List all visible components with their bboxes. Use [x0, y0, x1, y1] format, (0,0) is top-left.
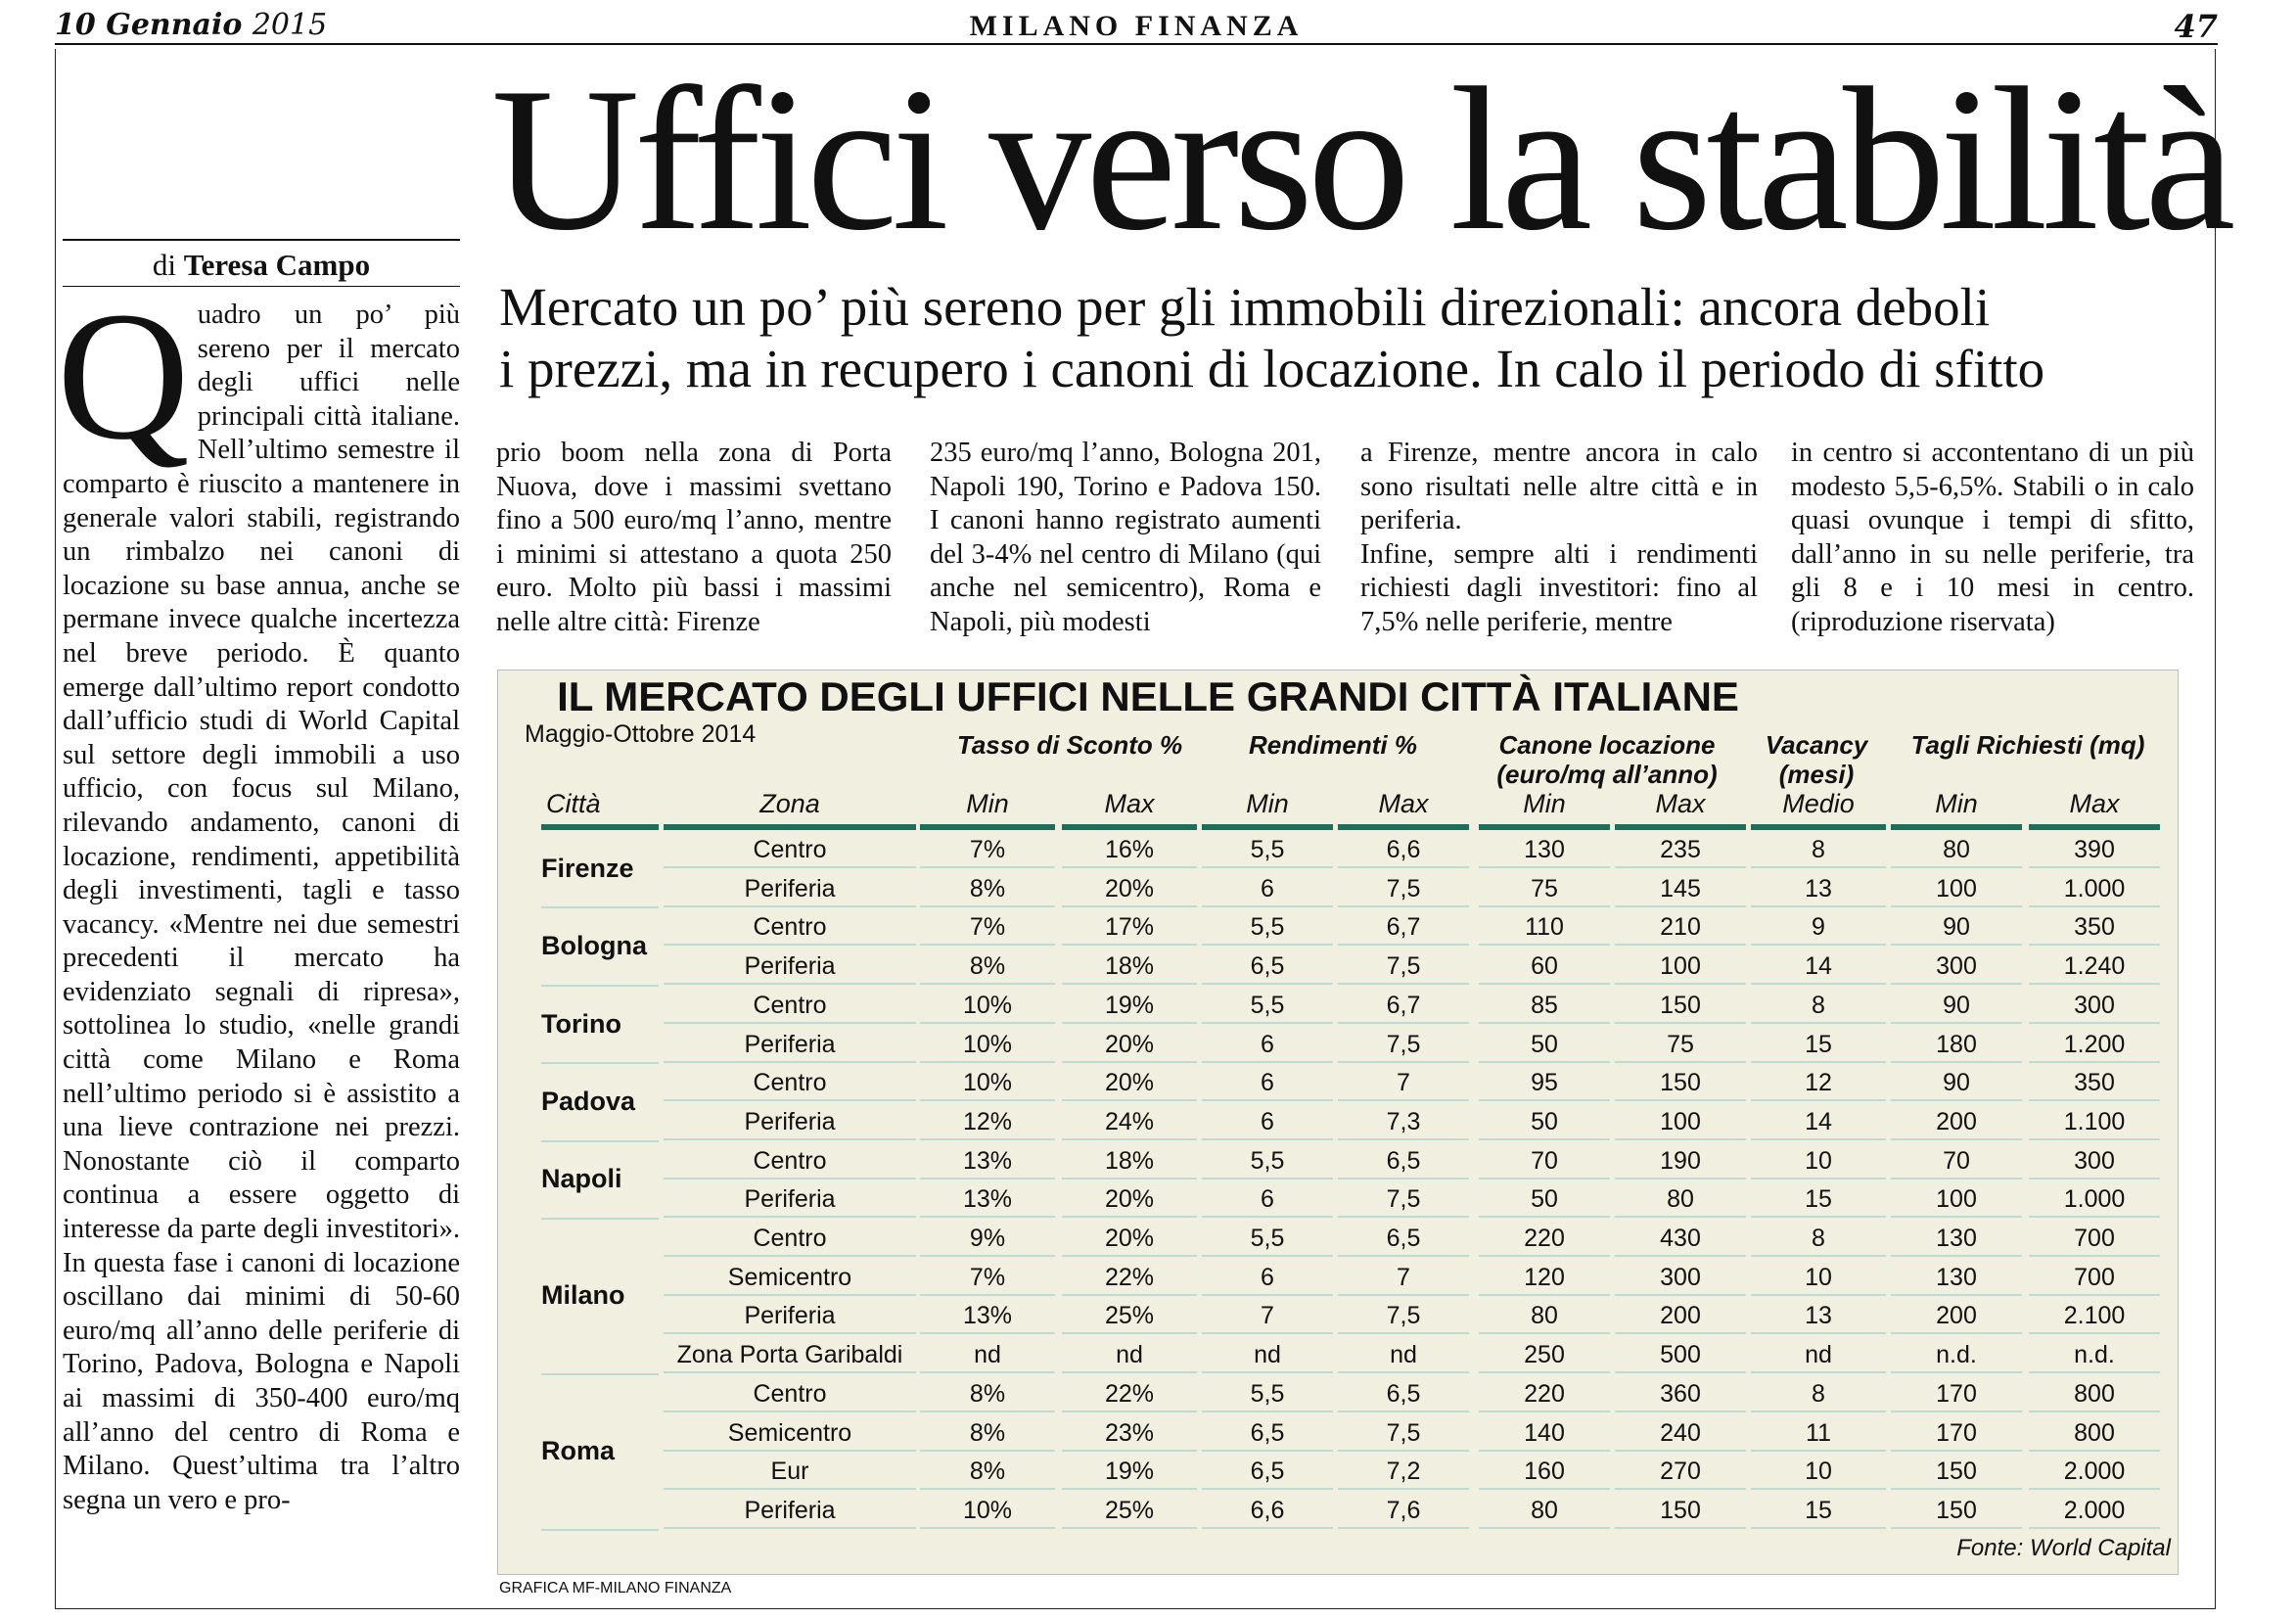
table-cell: 20%: [1062, 870, 1197, 907]
table-cell: nd: [1062, 1336, 1197, 1373]
table-cell: 200: [1891, 1103, 2022, 1140]
table-cell: 300: [2029, 1142, 2160, 1180]
article-column-4-text: a Firenze, mentre ancora in calo sono risultati nelle altre città e in periferia.: [1360, 438, 1758, 536]
table-cell: 180: [1891, 1026, 2022, 1063]
table-cell: 170: [1891, 1414, 2022, 1452]
table-cell-zone: Eur: [664, 1453, 916, 1490]
table-cell-zone: Periferia: [664, 1026, 916, 1063]
table-cell: 6: [1202, 1259, 1333, 1296]
table-cell: 8%: [920, 1375, 1055, 1412]
subheadline: [499, 276, 2212, 399]
table-cell: n.d.: [2029, 1336, 2160, 1373]
table-cell: n.d.: [1891, 1336, 2022, 1373]
table-cell: 15: [1751, 1180, 1886, 1218]
table-cell: 6,6: [1202, 1492, 1333, 1529]
table-cell: 13%: [920, 1180, 1055, 1218]
table-cell: 8: [1751, 987, 1886, 1024]
table-cell: 25%: [1062, 1297, 1197, 1334]
header-canone: Canone locazione (euro/mq all’anno): [1496, 730, 1718, 789]
table-city-label: Torino: [541, 1008, 621, 1039]
table-cell: 6: [1202, 870, 1333, 907]
table-cell: 10: [1751, 1142, 1886, 1180]
table-cell: 200: [1615, 1297, 1746, 1334]
table-cell: 10%: [920, 1492, 1055, 1529]
table-cell: 250: [1479, 1336, 1610, 1373]
table-cell-zone: Zona Porta Garibaldi: [664, 1336, 916, 1373]
table-source: Fonte: World Capital: [1956, 1535, 2171, 1561]
table-cell: 160: [1479, 1453, 1610, 1490]
table-cell: 700: [2029, 1259, 2160, 1296]
table-cell: 13%: [920, 1142, 1055, 1180]
table-cell: 110: [1479, 908, 1610, 946]
table-cell: 1.200: [2029, 1026, 2160, 1063]
table-cell: 145: [1615, 870, 1746, 907]
article-column-4-text-2: Infine, sempre alti i rendimenti richiesti dagli investitori: fino al 7,5% nelle periferie, mentre: [1360, 538, 1758, 637]
table-cell: 390: [2029, 831, 2160, 868]
city-divider: [541, 1529, 659, 1531]
table-cell: 75: [1479, 870, 1610, 907]
table-cell: 85: [1479, 987, 1610, 1024]
table-cell: 23%: [1062, 1414, 1197, 1452]
table-cell: 10%: [920, 987, 1055, 1024]
table-subheader: Min: [1246, 789, 1289, 818]
table-cell: 7,5: [1338, 1414, 1469, 1452]
table-cell: 6,7: [1338, 908, 1469, 946]
table-cell: 90: [1891, 1064, 2022, 1101]
table-cell-zone: Centro: [664, 1375, 916, 1412]
table-cell: 220: [1479, 1220, 1610, 1257]
table-city-label: Milano: [541, 1280, 625, 1311]
table-cell: 6: [1202, 1180, 1333, 1218]
graphic-credit: GRAFICA MF-MILANO FINANZA: [499, 1580, 732, 1597]
header-bar: [2029, 824, 2160, 830]
header-tagli: Tagli Richiesti (mq): [1910, 730, 2145, 760]
headline: Uffici verso la stabilità: [491, 46, 2230, 273]
table-cell: 7,5: [1338, 870, 1469, 907]
table-subheader: Max: [1104, 789, 1155, 818]
table-cell: 22%: [1062, 1259, 1197, 1296]
table-cell: 75: [1615, 1026, 1746, 1063]
article-column-1: [57, 273, 460, 1620]
table-cell: 8%: [920, 870, 1055, 907]
table-cell: 1.000: [2029, 1180, 2160, 1218]
table-cell: 16%: [1062, 831, 1197, 868]
table-city-label: Firenze: [541, 853, 634, 883]
table-cell: 6,5: [1338, 1375, 1469, 1412]
table-cell: 80: [1891, 831, 2022, 868]
table-city-label: Napoli: [541, 1164, 622, 1194]
table-cell: 8%: [920, 948, 1055, 985]
table-cell: 220: [1479, 1375, 1610, 1412]
header-rendimenti: Rendimenti %: [1249, 730, 1417, 760]
byline-rule-top: [63, 239, 460, 241]
city-divider: [541, 1062, 659, 1064]
table-cell: 100: [1891, 1180, 2022, 1218]
table-cell: 60: [1479, 948, 1610, 985]
table-cell: nd: [1751, 1336, 1886, 1373]
article-paragraph-2: In questa fase i canoni di locazione oscillano dai minimi di 50-60 euro/mq all’anno delle periferie di Torino, Padova, Bologna e Napoli ai massimi di 350-400 euro/mq all’anno del centro di Roma e Milano. Quest’ultima tra l’altro segna un vero e pro-: [63, 1247, 460, 1515]
table-cell: 12: [1751, 1064, 1886, 1101]
header-bar: [1202, 824, 1333, 830]
table-cell: 80: [1479, 1297, 1610, 1334]
table-cell: 1.000: [2029, 870, 2160, 907]
table-cell: 19%: [1062, 1453, 1197, 1490]
byline-author: Teresa Campo: [183, 248, 371, 282]
table-cell: 7,5: [1338, 1180, 1469, 1218]
table-cell: 9%: [920, 1220, 1055, 1257]
table-period: Maggio-Ottobre 2014: [525, 720, 757, 748]
table-cell: 18%: [1062, 948, 1197, 985]
page-number: 47: [2174, 8, 2218, 45]
table-cell: 2.000: [2029, 1492, 2160, 1529]
table-cell-zone: Periferia: [664, 1180, 916, 1218]
table-cell: 800: [2029, 1375, 2160, 1412]
table-cell: 5,5: [1202, 831, 1333, 868]
table-cell: 7: [1202, 1297, 1333, 1334]
subheadline-line-1: Mercato un po’ più sereno per gli immobili direzionali: ancora deboli: [499, 277, 1991, 337]
table-cell: 100: [1891, 870, 2022, 907]
table-cell: 500: [1615, 1336, 1746, 1373]
article-column-3: [930, 437, 1321, 642]
article-paragraph-1: uadro un po’ più sereno per il mercato degli uffici nelle principali città italiane. Nell’ultimo semestre il comparto è riuscito a mantenere in generale valori stabili, registrando un rimbalzo nei canoni di locazione su base annua, anche se permane invece qualche incertezza nel breve periodo. È quanto emerge dall’ultimo report condotto dall’ufficio studi di World Capital sul settore degli immobili a uso ufficio, con focus sul Milano, rilevando andamento, canoni di locazione, rendimenti, appetibilità degli investimenti, tagli e tasso vacancy. «Mentre nei due semestri precedenti il mercato ha evidenziato segnali di ripresa», sottolinea lo studio, «nelle grandi città come Milano e Roma nell’ultimo periodo si è assistito a una lieve contrazione nei prezzi. Nonostante ciò il comparto continua a essere oggetto di interesse da parte degli investitori».: [63, 300, 460, 1245]
byline-prefix: di: [152, 248, 177, 282]
table-cell: 6,5: [1202, 948, 1333, 985]
table-cell: 8: [1751, 831, 1886, 868]
table-cell: 70: [1479, 1142, 1610, 1180]
table-cell: 150: [1615, 1492, 1746, 1529]
table-cell: 20%: [1062, 1026, 1197, 1063]
table-cell: 7,5: [1338, 1297, 1469, 1334]
issue-date-year: 2015: [252, 8, 328, 42]
article-column-5: [1791, 437, 2194, 642]
table-cell: 7,2: [1338, 1453, 1469, 1490]
table-cell: 170: [1891, 1375, 2022, 1412]
table-cell: 10: [1751, 1259, 1886, 1296]
table-cell: 80: [1615, 1180, 1746, 1218]
table-cell: 6,5: [1202, 1453, 1333, 1490]
table-cell: 6,7: [1338, 987, 1469, 1024]
table-cell: 10%: [920, 1064, 1055, 1101]
city-divider: [541, 1218, 659, 1220]
table-cell: 100: [1615, 948, 1746, 985]
table-subheader: Min: [966, 789, 1009, 818]
table-cell: 7%: [920, 908, 1055, 946]
header-tasso: Tasso di Sconto %: [956, 730, 1183, 760]
table-cell: 6,5: [1202, 1414, 1333, 1452]
article-column-4: [1360, 437, 1758, 642]
table-cell: 300: [2029, 987, 2160, 1024]
header-bar: [541, 824, 659, 830]
table-cell: 70: [1891, 1142, 2022, 1180]
table-cell: 15: [1751, 1026, 1886, 1063]
table-cell-zone: Centro: [664, 987, 916, 1024]
table-cell: 14: [1751, 1103, 1886, 1140]
table-cell: 130: [1891, 1259, 2022, 1296]
table-subheader: Zona: [759, 789, 820, 818]
table-cell: 430: [1615, 1220, 1746, 1257]
table-cell: 300: [1891, 948, 2022, 985]
table-cell: 50: [1479, 1180, 1610, 1218]
issue-date-day: 10 Gennaio: [55, 8, 243, 42]
table-cell: 95: [1479, 1064, 1610, 1101]
table-cell: 700: [2029, 1220, 2160, 1257]
table-cell: 17%: [1062, 908, 1197, 946]
article-column-3-text: 235 euro/mq l’anno, Bologna 201, Napoli 190, Torino e Padova 150. I canoni hanno registrato aumenti del 3-4% nel centro di Milano (qui anche nel semicentro), Roma e Napoli, più modesti: [930, 438, 1321, 637]
table-cell-zone: Periferia: [664, 1492, 916, 1529]
table-cell: 235: [1615, 831, 1746, 868]
table-subheader: Città: [546, 789, 601, 818]
table-cell: 15: [1751, 1492, 1886, 1529]
table-cell: 14: [1751, 948, 1886, 985]
table-cell: 7: [1338, 1064, 1469, 1101]
table-cell: 18%: [1062, 1142, 1197, 1180]
table-cell: 190: [1615, 1142, 1746, 1180]
table-cell-zone: Centro: [664, 1064, 916, 1101]
table-cell: 5,5: [1202, 1375, 1333, 1412]
table-cell: 90: [1891, 908, 2022, 946]
table-cell: 50: [1479, 1026, 1610, 1063]
table-cell: 7,5: [1338, 948, 1469, 985]
table-cell: 7,6: [1338, 1492, 1469, 1529]
header-bar: [1479, 824, 1610, 830]
table-cell: 6: [1202, 1026, 1333, 1063]
table-cell-zone: Centro: [664, 1142, 916, 1180]
table-subheader: Min: [1935, 789, 1978, 818]
newspaper-name: MILANO FINANZA: [969, 10, 1304, 42]
table-subheader: Max: [1378, 789, 1429, 818]
table-cell: 80: [1479, 1492, 1610, 1529]
table-cell: 1.240: [2029, 948, 2160, 985]
table-cell: 6: [1202, 1064, 1333, 1101]
table-cell: 300: [1615, 1259, 1746, 1296]
table-cell: 140: [1479, 1414, 1610, 1452]
table-cell: 2.000: [2029, 1453, 2160, 1490]
table-cell: 19%: [1062, 987, 1197, 1024]
table-cell: 8%: [920, 1453, 1055, 1490]
table-cell: 7,5: [1338, 1026, 1469, 1063]
header-bar: [1062, 824, 1197, 830]
table-subheader: Max: [1655, 789, 1706, 818]
table-cell: 130: [1479, 831, 1610, 868]
table-cell: 5,5: [1202, 1220, 1333, 1257]
table-cell-zone: Periferia: [664, 870, 916, 907]
header-bar: [1615, 824, 1746, 830]
table-cell: 20%: [1062, 1180, 1197, 1218]
table-cell: 350: [2029, 908, 2160, 946]
table-cell: 90: [1891, 987, 2022, 1024]
table-cell: 150: [1615, 1064, 1746, 1101]
city-divider: [541, 1140, 659, 1142]
table-cell: 130: [1891, 1220, 2022, 1257]
table-cell: 210: [1615, 908, 1746, 946]
table-cell: 6,5: [1338, 1142, 1469, 1180]
page-header: [55, 6, 2218, 45]
table-cell: 200: [1891, 1297, 2022, 1334]
table-cell: 13%: [920, 1297, 1055, 1334]
table-cell: 240: [1615, 1414, 1746, 1452]
table-cell: 50: [1479, 1103, 1610, 1140]
table-cell: 13: [1751, 1297, 1886, 1334]
table-cell: 25%: [1062, 1492, 1197, 1529]
table-cell: nd: [1202, 1336, 1333, 1373]
table-cell: nd: [920, 1336, 1055, 1373]
table-cell: nd: [1338, 1336, 1469, 1373]
table-cell-zone: Semicentro: [664, 1259, 916, 1296]
table-cell: 6: [1202, 1103, 1333, 1140]
table-cell: 7,3: [1338, 1103, 1469, 1140]
table-cell: 360: [1615, 1375, 1746, 1412]
header-bar: [920, 824, 1055, 830]
header-vacancy: Vacancy (mesi): [1765, 730, 1868, 789]
table-city-label: Roma: [541, 1436, 616, 1466]
table-cell-zone: Centro: [664, 908, 916, 946]
table-cell: 7: [1338, 1259, 1469, 1296]
table-cell: 22%: [1062, 1375, 1197, 1412]
header-bar: [1891, 824, 2022, 830]
table-cell: 100: [1615, 1103, 1746, 1140]
table-cell: 6,5: [1338, 1220, 1469, 1257]
table-cell: 9: [1751, 908, 1886, 946]
table-cell: 8: [1751, 1220, 1886, 1257]
header-bar: [664, 824, 916, 830]
table-subheader: Min: [1523, 789, 1566, 818]
table-cell: 13: [1751, 870, 1886, 907]
table-cell: 7%: [920, 1259, 1055, 1296]
table-cell: 5,5: [1202, 1142, 1333, 1180]
table-cell: 5,5: [1202, 908, 1333, 946]
table-cell: 10: [1751, 1453, 1886, 1490]
table-cell: 1.100: [2029, 1103, 2160, 1140]
table-cell: 6,6: [1338, 831, 1469, 868]
table-city-label: Bologna: [541, 931, 647, 961]
table-cell: 11: [1751, 1414, 1886, 1452]
table-cell: 150: [1891, 1492, 2022, 1529]
table-cell: 150: [1891, 1453, 2022, 1490]
table-cell-zone: Periferia: [664, 1103, 916, 1140]
header-bar: [1338, 824, 1469, 830]
city-divider: [541, 985, 659, 987]
table-cell: 270: [1615, 1453, 1746, 1490]
city-divider: [541, 1373, 659, 1375]
article-column-2: [496, 437, 892, 642]
table-subheader: Medio: [1782, 789, 1855, 818]
table-cell: 8%: [920, 1414, 1055, 1452]
table-subheader: Max: [2069, 789, 2120, 818]
subheadline-line-2: i prezzi, ma in recupero i canoni di locazione. In calo il periodo di sfitto: [499, 339, 2045, 398]
table-cell: 20%: [1062, 1220, 1197, 1257]
table-cell-zone: Centro: [664, 1220, 916, 1257]
table-cell: 2.100: [2029, 1297, 2160, 1334]
table-cell: 350: [2029, 1064, 2160, 1101]
table-cell: 10%: [920, 1026, 1055, 1063]
table-cell-zone: Periferia: [664, 948, 916, 985]
table-cell: 8: [1751, 1375, 1886, 1412]
table-cell: 120: [1479, 1259, 1610, 1296]
drop-cap: Q: [57, 273, 190, 478]
table-cell: 12%: [920, 1103, 1055, 1140]
article-column-5-text: in centro si accontentano di un più modesto 5,5-6,5%. Stabili o in calo quasi ovunque i tempi di sfitto, dall’anno in su nelle periferie, tra gli 8 e i 10 mesi in centro. (riproduzione riservata): [1791, 438, 2194, 637]
header-bar: [1751, 824, 1886, 830]
table-title: IL MERCATO DEGLI UFFICI NELLE GRANDI CITTÀ ITALIANE: [557, 673, 1739, 719]
table-cell: 24%: [1062, 1103, 1197, 1140]
table-cell-zone: Semicentro: [664, 1414, 916, 1452]
table-cell-zone: Centro: [664, 831, 916, 868]
table-cell: 800: [2029, 1414, 2160, 1452]
table-city-label: Padova: [541, 1086, 636, 1116]
table-cell: 20%: [1062, 1064, 1197, 1101]
table-cell-zone: Periferia: [664, 1297, 916, 1334]
header-rule: [55, 43, 2218, 45]
table-cell: 5,5: [1202, 987, 1333, 1024]
article-column-2-text: prio boom nella zona di Porta Nuova, dove i massimi svettano fino a 500 euro/mq l’anno, mentre i minimi si attestano a quota 250 euro. Molto più bassi i massimi nelle altre città: Firenze: [496, 438, 892, 637]
table-cell: 7%: [920, 831, 1055, 868]
city-divider: [541, 906, 659, 908]
table-cell: 150: [1615, 987, 1746, 1024]
